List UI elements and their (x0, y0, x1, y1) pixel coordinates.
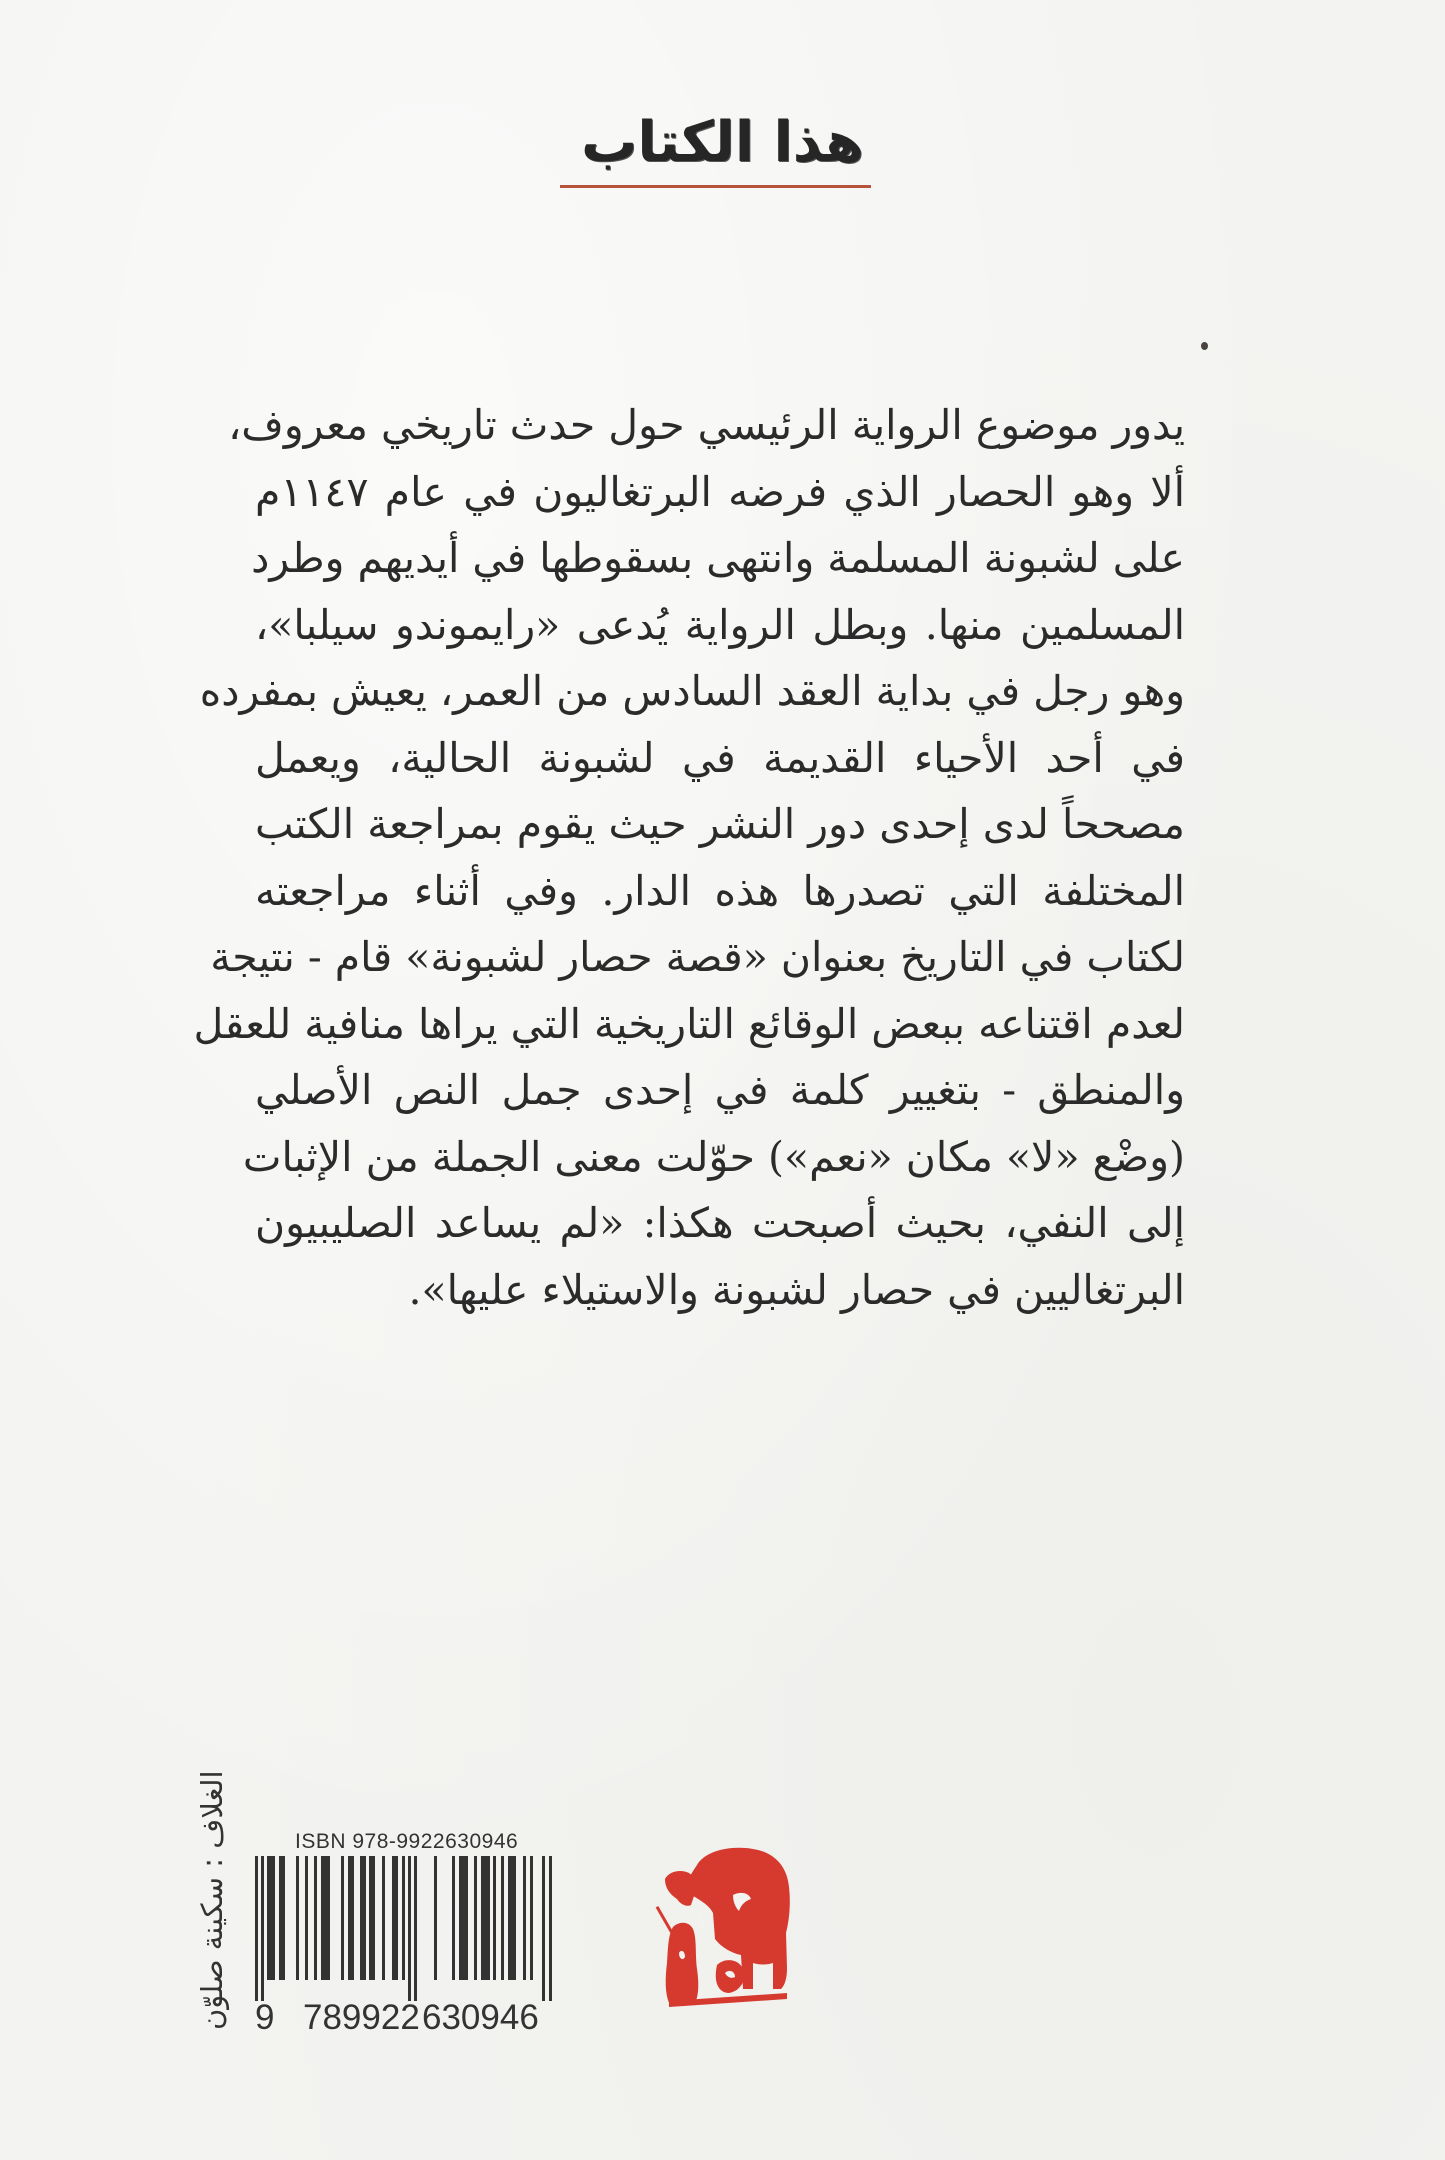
blurb-line: البرتغاليين في حصار لشبونة والاستيلاء عليها». (408, 1265, 1185, 1314)
camel-with-man-stamp-icon (655, 1843, 800, 2013)
blurb-line: ألا وهو الحصار الذي فرضه البرتغاليون في عام ١١٤٧م (255, 467, 1185, 516)
blurb-paragraph (193, 392, 1185, 1323)
blurb-line: المسلمين منها. وبطل الرواية يُدعى «رايموندو سيلبا»، (255, 600, 1185, 649)
isbn-barcode (255, 1820, 555, 2040)
blurb-line: (وضْع «لا» مكان «نعم») حوّلت معنى الجملة من الإثبات (242, 1132, 1185, 1181)
title-underline (560, 185, 871, 188)
blurb-line: إلى النفي، بحيث أصبحت هكذا: «لم يساعد الصليبيون (255, 1199, 1185, 1247)
barcode-digit-group-1: 789922 (303, 1998, 420, 2037)
blurb-line: المختلفة التي تصدرها هذه الدار. وفي أثناء مراجعته (255, 866, 1185, 915)
barcode-digits (255, 1998, 555, 2038)
blurb-line: لعدم اقتناعه ببعض الوقائع التاريخية التي يراها منافية للعقل (193, 999, 1185, 1048)
cover-design-credit: الغلاف : سكينة صلوّن (195, 1770, 229, 2030)
barcode-digit-prefix: 9 (255, 1998, 275, 2037)
print-speck (1201, 342, 1208, 350)
barcode-bars-icon (255, 1856, 555, 2001)
blurb-line: مصححاً لدى إحدى دور النشر حيث يقوم بمراجعة الكتب (255, 800, 1185, 848)
blurb-line: لكتاب في التاريخ بعنوان «قصة حصار لشبونة» قام - نتيجة (210, 933, 1185, 981)
isbn-label: ISBN 978-9922630946 (295, 1830, 519, 1853)
blurb-line: وهو رجل في بداية العقد السادس من العمر، يعيش بمفرده (199, 667, 1185, 715)
blurb-line: على لشبونة المسلمة وانتهى بسقوطها في أيديهم وطرد (251, 534, 1185, 582)
blurb-line: في أحد الأحياء القديمة في لشبونة الحالية، ويعمل (255, 733, 1185, 782)
page-title: هذا الكتاب (581, 110, 864, 175)
barcode-digit-group-2: 630946 (422, 1998, 539, 2037)
blurb-line: يدور موضوع الرواية الرئيسي حول حدث تاريخي معروف، (228, 401, 1185, 449)
blurb-line: والمنطق - بتغيير كلمة في إحدى جمل النص الأصلي (255, 1066, 1185, 1114)
